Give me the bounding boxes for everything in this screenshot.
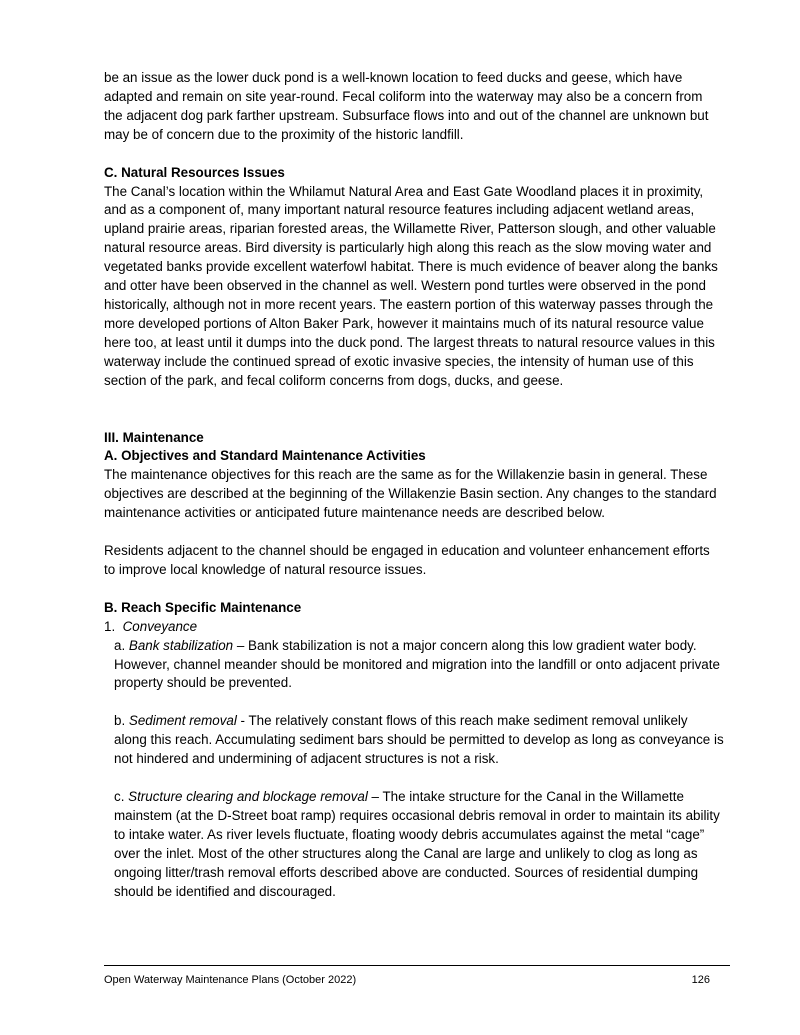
conveyance-number: 1. xyxy=(104,618,116,634)
item-structure-clearing xyxy=(104,788,724,901)
natural-resources-body: The Canal’s location within the Whilamut Natural Area and East Gate Woodland places it in proximity, and as a component of, many important natural resource features including adjacent wetland areas, upland prairie areas, riparian forested areas, the Willamette River, Patterson slough, and other valuable natural resource areas. Bird diversity is particularly high along this reach as the slow moving water and vegetated banks provide excellent waterfowl habitat. There is much evidence of beaver along the banks and otter have been observed in the channel as well. Western pond turtles were observed in the pond historically, although not in more recent years. The eastern portion of this waterway passes through the more developed portions of Alton Baker Park, however it maintains much of its natural resource value here too, at least until it dumps into the duck pond. The largest threats to natural resource values in this waterway include the continued spread of exotic invasive species, the intensity of human use of this section of the park, and fecal coliform concerns from dogs, ducks, and geese. xyxy=(104,183,718,388)
objectives-heading: A. Objectives and Standard Maintenance Activities xyxy=(104,448,426,464)
item-separator: – xyxy=(367,789,383,805)
item-letter: b. xyxy=(114,713,126,729)
item-letter: a. xyxy=(114,637,126,653)
footer-title: Open Waterway Maintenance Plans (October 2022) xyxy=(104,974,357,986)
reach-specific-heading: B. Reach Specific Maintenance xyxy=(104,599,302,615)
residents-paragraph: Residents adjacent to the channel should be engaged in education and volunteer enhancement efforts to improve local knowledge of natural resource issues. xyxy=(104,543,710,577)
page-number: 126 xyxy=(691,974,710,986)
item-text: The relatively constant flows of this reach make sediment removal unlikely along this reach. Accumulating sediment bars should be permitted to develop as long as conveyance is not hindered and undermining of adjacent structures is not a risk. xyxy=(114,713,724,767)
page-footer xyxy=(104,965,730,986)
intro-paragraph: be an issue as the lower duck pond is a well-known location to feed ducks and geese, which have adapted and remain on site year-round. Fecal coliform into the waterway may also be a concern from the adjacent dog park farther upstream. Subsurface flows into and out of the channel are unknown but may be of concern due to the proximity of the historic landfill. xyxy=(104,70,709,142)
item-text: Bank stabilization is not a major concern along this low gradient water body. However, channel meander should be monitored and migration into the landfill or onto adjacent private property should be prevented. xyxy=(114,637,720,691)
conveyance-heading xyxy=(104,618,724,637)
item-title: Sediment removal xyxy=(128,713,237,729)
item-separator: – xyxy=(233,637,249,653)
item-bank-stabilization xyxy=(104,637,724,694)
item-title: Structure clearing and blockage removal xyxy=(128,789,368,805)
item-title: Bank stabilization xyxy=(128,637,234,653)
item-separator: - xyxy=(236,713,249,729)
item-text: The intake structure for the Canal in the Willamette mainstem (at the D-Street boat ramp) requires occasional debris removal in order to maintain its ability to intake water. As river levels fluctuate, floating woody debris accumulates against the metal “cage” over the inlet. Most of the other structures along the Canal are large and unlikely to clog as long as ongoing litter/trash removal efforts described above are conducted. Sources of residential dumping should be identified and discouraged. xyxy=(114,789,720,899)
objectives-body: The maintenance objectives for this reach are the same as for the Willakenzie basin in general. These objectives are described at the beginning of the Willakenzie Basin section. Any changes to the standard maintenance activities or anticipated future maintenance needs are described below. xyxy=(104,467,717,521)
item-sediment-removal xyxy=(104,712,724,769)
document-body xyxy=(104,69,724,902)
conveyance-label: Conveyance xyxy=(122,618,198,634)
natural-resources-heading: C. Natural Resources Issues xyxy=(104,164,285,180)
maintenance-heading: III. Maintenance xyxy=(104,429,204,445)
item-letter: c. xyxy=(114,789,125,805)
